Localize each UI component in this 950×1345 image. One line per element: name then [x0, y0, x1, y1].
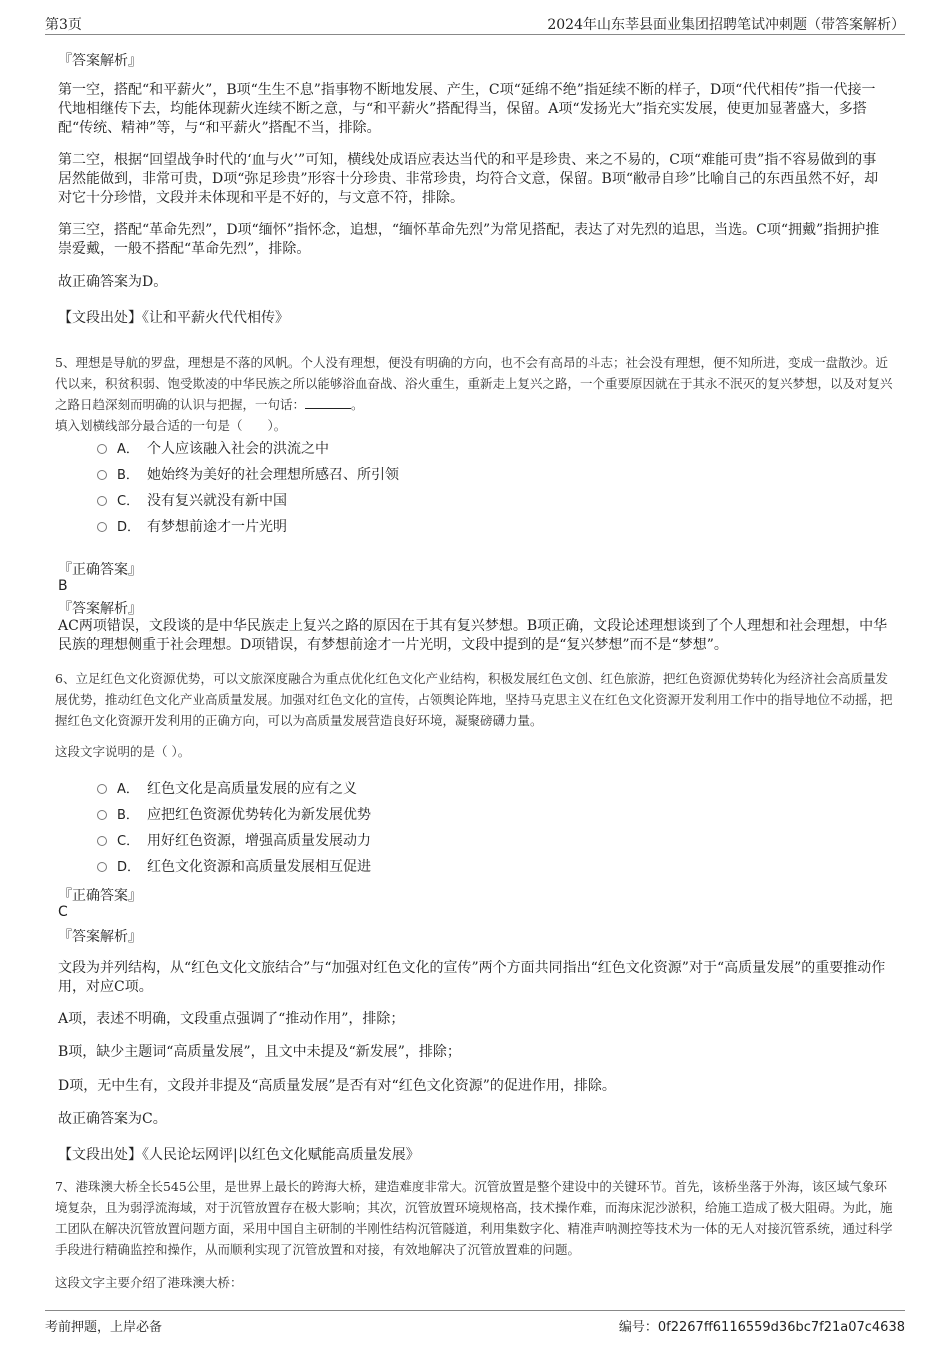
q5-stem: 5、理想是导航的罗盘，理想是不落的风帆。个人没有理想，便没有明确的方向，也不会有高昂的斗志；社会没有理想，便不知所进，变成一盘散沙。近代以来，积贫积弱、饱受欺凌的中华民族之所以能够浴血奋战、浴火重生，重新走上复兴之路，一个重要原因就在于其永不泯灭的复兴梦想，以及对复兴之路日趋深刻而明确的认识与把握，一句话： 。 — [55, 355, 893, 412]
q5-analysis-tag: 『答案解析』 — [58, 601, 142, 617]
page-header — [45, 12, 905, 35]
q7-instruction: 这段文字主要介绍了港珠澳大桥： — [55, 1275, 243, 1290]
q6-analysis-p1: 文段为并列结构，从“红色文化文旅结合”与“加强对红色文化的宣传”两个方面共同指出“红色文化资源”对于“高质量发展”的重要推动作用，对应C项。 — [58, 960, 886, 995]
q6-conclusion: 故正确答案为C。 — [58, 1111, 167, 1127]
radio-icon[interactable] — [97, 522, 107, 532]
q4-conclusion: 故正确答案为D。 — [58, 274, 168, 290]
q5-option-b[interactable]: B． 她始终为美好的社会理想所感召、所引领 — [97, 465, 399, 485]
q6-option-a[interactable]: A． 红色文化是高质量发展的应有之义 — [97, 779, 357, 799]
q7-stem: 7、港珠澳大桥全长545公里，是世界上最长的跨海大桥，建造难度非常大。沉管放置是整个建设中的关键环节。首先，该桥坐落于外海，该区域气象环境复杂，且为弱浮流海域，对于沉管放置存在极大影响；其次，沉管放置环境规格高，技术操作难，而海床泥沙淤积，给施工造成了极大阻碍。为此，施工团队在解决沉管放置问题方面，采用中国自主研制的半刚性结构沉管隧道，利用集数字化、精准声呐测控等技术为一体的无人对接沉管系统，通过科学手段进行精确监控和操作，从而顺利实现了沉管放置和对接，有效地解决了沉管放置难的问题。 — [55, 1179, 893, 1257]
q4-analysis-p3: 第三空，搭配“革命先烈”，D项“缅怀”指怀念，追想，“缅怀革命先烈”为常见搭配，表达了对先烈的追思，当选。C项“拥戴”指拥护推崇爱戴，一般不搭配“革命先烈”，排除。 — [58, 222, 880, 257]
radio-icon[interactable] — [97, 862, 107, 872]
radio-icon[interactable] — [97, 836, 107, 846]
footer-note: 考前押题，上岸必备 — [45, 1320, 163, 1335]
answer-blank — [305, 396, 351, 409]
q4-analysis-tag: 『答案解析』 — [58, 53, 142, 69]
q6-analysis-p2: A项，表述不明确，文段重点强调了“推动作用”，排除； — [58, 1011, 405, 1027]
q6-stem: 6、立足红色文化资源优势，可以文旅深度融合为重点优化红色文化产业结构，积极发展红色文创、红色旅游，把红色资源优势转化为经济社会高质量发展优势，推动红色文化产业高质量发展。加强对红色文化的宣传，占领舆论阵地，坚持马克思主义在红色文化资源开发利用工作中的指导地位不动摇，把握红色文化资源开发利用的正确方向，可以为高质量发展营造良好环境，凝聚磅礴力量。 — [55, 671, 893, 728]
page-number: 第3页 — [45, 17, 82, 33]
radio-icon[interactable] — [97, 470, 107, 480]
radio-icon[interactable] — [97, 496, 107, 506]
q6-option-d[interactable]: D． 红色文化资源和高质量发展相互促进 — [97, 857, 371, 877]
q4-analysis-p2: 第二空，根据“回望战争时代的‘血与火’”可知，横线处成语应表达当代的和平是珍贵、来之不易的，C项“难能可贵”指不容易做到的事居然能做到，非常可贵，D项“弥足珍贵”形容十分珍贵、非常珍贵，均符合文意，保留。B项“敝帚自珍”比喻自己的东西虽然不好，却对它十分珍惜，文段并未体现和平是不好的，与文意不符，排除。 — [58, 152, 879, 206]
q6-instruction: 这段文字说明的是（ ）。 — [55, 744, 191, 759]
q5-option-d[interactable]: D． 有梦想前途才一片光明 — [97, 517, 287, 537]
radio-icon[interactable] — [97, 444, 107, 454]
q5-answer: B — [58, 578, 68, 594]
q6-answer-tag: 『正确答案』 — [58, 888, 142, 904]
q6-answer: C — [58, 904, 68, 920]
q5-answer-tag: 『正确答案』 — [58, 562, 142, 578]
q5-option-c[interactable]: C． 没有复兴就没有新中国 — [97, 491, 287, 511]
q6-analysis-p3: B项，缺少主题词“高质量发展”，且文中未提及“新发展”，排除； — [58, 1044, 461, 1060]
document-code: 编号：0f2267ff6116559d36bc7f21a07c4638 — [618, 1320, 905, 1335]
radio-icon[interactable] — [97, 784, 107, 794]
q5-analysis: AC两项错误，文段谈的是中华民族走上复兴之路的原因在于其有复兴梦想。B项正确，文段论述理想谈到了个人理想和社会理想，中华民族的理想侧重于社会理想。D项错误，有梦想前途才一片光明，文段中提到的是“复兴梦想”而不是“梦想”。 — [58, 618, 888, 653]
q5-instruction: 填入划横线部分最合适的一句是（ ）。 — [55, 418, 287, 433]
document-title: 2024年山东莘县面业集团招聘笔试冲刺题（带答案解析） — [547, 17, 905, 33]
q6-analysis-tag: 『答案解析』 — [58, 929, 142, 945]
q6-option-b[interactable]: B． 应把红色资源优势转化为新发展优势 — [97, 805, 371, 825]
radio-icon[interactable] — [97, 810, 107, 820]
page-footer — [45, 1310, 905, 1337]
q6-source: 【文段出处】《人民论坛网评|以红色文化赋能高质量发展》 — [58, 1147, 420, 1163]
q5-option-a[interactable]: A． 个人应该融入社会的洪流之中 — [97, 439, 329, 459]
q6-analysis-p4: D项，无中生有，文段并非提及“高质量发展”是否有对“红色文化资源”的促进作用，排除。 — [58, 1078, 616, 1094]
q6-option-c[interactable]: C． 用好红色资源，增强高质量发展动力 — [97, 831, 371, 851]
q4-source: 【文段出处】《让和平薪火代代相传》 — [58, 310, 289, 326]
q4-analysis-p1: 第一空，搭配“和平薪火”，B项“生生不息”指事物不断地发展、产生，C项“延绵不绝”指延续不断的样子，D项“代代相传”指一代接一代地相继传下去，均能体现薪火连续不断之意，与“和平薪火”搭配得当，保留。A项“发扬光大”指充实发展，使更加显著盛大，多搭配“传统、精神”等，与“和平薪火”搭配不当，排除。 — [58, 82, 876, 136]
